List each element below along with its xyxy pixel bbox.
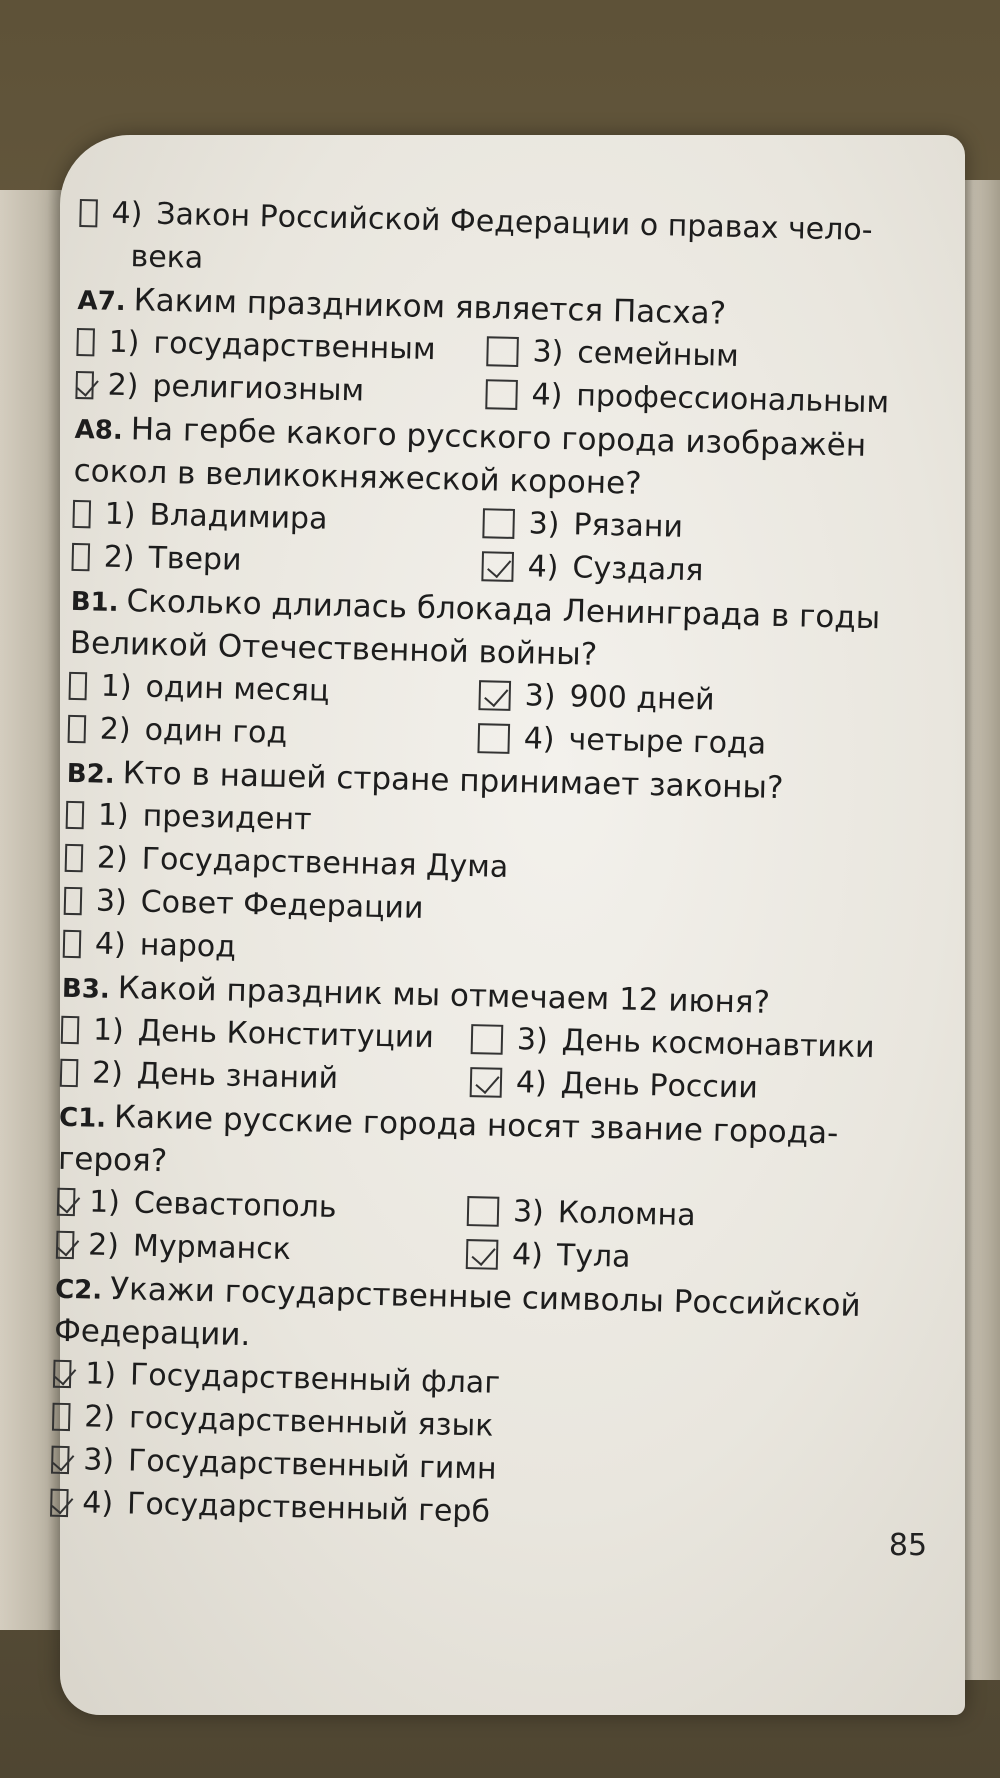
- option-number: 4): [531, 377, 563, 413]
- question-label: Какой праздник мы отмечаем 12 июня?: [117, 970, 771, 1021]
- option-number: 3): [524, 678, 556, 714]
- option-label: четыре года: [568, 722, 767, 762]
- checkbox[interactable]: [61, 1015, 80, 1043]
- option-label: один год: [144, 712, 288, 751]
- checkbox[interactable]: [79, 198, 98, 226]
- answer-option[interactable]: [486, 333, 739, 374]
- question-label: На гербе какого русского города изображён: [130, 411, 867, 464]
- answer-option[interactable]: [477, 720, 766, 762]
- checkbox[interactable]: [68, 714, 87, 742]
- option-number: 4): [527, 549, 559, 585]
- option-label: Государственный флаг: [129, 1357, 501, 1401]
- option-number: 2): [83, 1399, 116, 1436]
- answer-option[interactable]: [466, 1236, 631, 1275]
- checked-checkbox[interactable]: [75, 370, 94, 398]
- question-label: Кто в нашей стране принимает законы?: [122, 755, 784, 807]
- question-number: A7.: [77, 285, 127, 318]
- option-label: Коломна: [557, 1195, 697, 1234]
- question-block: [56, 1098, 920, 1289]
- top-item-continuation: века: [130, 239, 204, 276]
- option-label: Севастополь: [133, 1185, 337, 1226]
- checkbox[interactable]: [71, 542, 90, 570]
- option-number: 1): [97, 797, 130, 834]
- answer-option[interactable]: [478, 677, 715, 717]
- option-label: День Конституции: [137, 1013, 435, 1056]
- question-block: [75, 281, 938, 429]
- option-number: 2): [91, 1055, 124, 1092]
- question-block: [62, 754, 927, 988]
- answer-option[interactable]: [56, 1227, 291, 1267]
- option-label: семейным: [576, 335, 740, 374]
- question-number: C1.: [58, 1102, 107, 1134]
- question-number: C2.: [54, 1274, 103, 1306]
- option-number: 2): [99, 711, 132, 748]
- option-number: 1): [84, 1356, 117, 1393]
- top-item: 4) Закон Российской Федерации о правах чело-: [79, 195, 940, 258]
- answer-option[interactable]: [61, 1012, 435, 1055]
- checked-checkbox[interactable]: [481, 551, 514, 582]
- checkbox[interactable]: [60, 1058, 79, 1086]
- option-label: президент: [142, 798, 312, 838]
- answer-option[interactable]: [60, 1055, 339, 1096]
- checkbox[interactable]: [66, 800, 85, 828]
- answer-option[interactable]: [470, 1064, 759, 1106]
- answer-option[interactable]: [75, 367, 364, 409]
- answer-option[interactable]: [467, 1193, 696, 1233]
- question-label: Укажи государственные символы Российской: [109, 1270, 862, 1324]
- option-number: 3): [532, 334, 564, 371]
- answer-option[interactable]: [66, 797, 312, 838]
- option-number: 3): [95, 883, 128, 920]
- answer-option[interactable]: [76, 324, 436, 367]
- option-label: профессиональным: [575, 378, 890, 421]
- question-continuation: героя?: [57, 1140, 168, 1180]
- question-continuation: Великой Отечественной войны?: [69, 624, 598, 673]
- checkbox[interactable]: [72, 499, 91, 527]
- option-label: государственный язык: [128, 1400, 494, 1444]
- answer-option[interactable]: [482, 505, 683, 545]
- option-label: 900 дней: [569, 679, 716, 718]
- checkbox[interactable]: [64, 886, 83, 914]
- question-list: [50, 281, 938, 1547]
- option-label: государственным: [153, 325, 436, 368]
- checked-checkbox[interactable]: [470, 1067, 503, 1098]
- checkbox[interactable]: [482, 508, 515, 539]
- question-block: [50, 1270, 916, 1547]
- question-number: A8.: [74, 414, 124, 447]
- option-label: религиозным: [152, 368, 365, 409]
- question-block: [71, 410, 935, 601]
- checked-checkbox[interactable]: [478, 680, 511, 711]
- checkbox[interactable]: [69, 671, 88, 699]
- option-label: Государственный герб: [126, 1486, 491, 1530]
- checkbox[interactable]: [471, 1024, 504, 1055]
- option-label: народ: [139, 927, 237, 965]
- option-label: День знаний: [136, 1056, 339, 1097]
- checked-checkbox[interactable]: [51, 1445, 70, 1473]
- question-continuation: Федерации.: [53, 1312, 251, 1354]
- option-number: 2): [87, 1227, 120, 1264]
- option-label: Владимира: [149, 497, 328, 537]
- answer-option[interactable]: [481, 548, 704, 588]
- answer-option[interactable]: [71, 539, 242, 578]
- option-label: Мурманск: [132, 1228, 292, 1268]
- answer-option[interactable]: [67, 711, 287, 751]
- option-number: 2): [96, 840, 129, 877]
- question-label: Каким праздником является Пасха?: [133, 282, 727, 332]
- checked-checkbox[interactable]: [53, 1359, 72, 1387]
- option-number: 3): [82, 1442, 115, 1479]
- answer-option[interactable]: [68, 668, 329, 709]
- page-content: [50, 195, 940, 1547]
- question-number: B3.: [61, 973, 111, 1005]
- option-number: 2): [103, 539, 135, 576]
- question-number: B1.: [70, 586, 119, 618]
- option-number: 3): [512, 1194, 545, 1230]
- option-label: День России: [560, 1066, 759, 1106]
- option-label: Государственный гимн: [127, 1443, 498, 1487]
- option-number: 1): [92, 1012, 125, 1049]
- option-number: 4): [81, 1485, 114, 1522]
- answer-option[interactable]: [72, 496, 327, 537]
- checkbox[interactable]: [76, 327, 95, 355]
- checked-checkbox[interactable]: [56, 1230, 75, 1258]
- checkbox[interactable]: [63, 929, 82, 957]
- question-label: Сколько длилась блокада Ленинграда в годы: [126, 583, 881, 637]
- question-continuation: сокол в великокняжеской короне?: [73, 452, 643, 502]
- option-number: 3): [528, 506, 560, 542]
- option-label: Совет Федерации: [140, 884, 424, 926]
- option-label: Государственная Дума: [141, 841, 509, 885]
- option-number: 4): [515, 1065, 548, 1101]
- question-block: [60, 969, 923, 1117]
- checkbox[interactable]: [485, 379, 518, 410]
- option-label: Тула: [556, 1238, 631, 1275]
- answer-option[interactable]: [63, 926, 237, 965]
- checkbox[interactable]: [467, 1196, 500, 1227]
- option-number: 1): [88, 1184, 121, 1221]
- page-number: 85: [888, 1528, 928, 1563]
- option-number: 3): [516, 1022, 549, 1058]
- answer-option[interactable]: [64, 883, 424, 926]
- option-label: один месяц: [145, 669, 330, 709]
- checkbox[interactable]: [486, 336, 519, 367]
- checked-checkbox[interactable]: [50, 1488, 69, 1516]
- option-number: 1): [100, 668, 133, 705]
- question-label: Какие русские города носят звание города-: [113, 1099, 839, 1152]
- option-number: 1): [104, 496, 136, 533]
- option-number: 2): [107, 367, 139, 404]
- checked-checkbox[interactable]: [57, 1187, 76, 1215]
- checked-checkbox[interactable]: [466, 1239, 499, 1270]
- option-label: Суздаля: [572, 550, 704, 589]
- option-label: Рязани: [573, 507, 684, 545]
- answer-option[interactable]: [57, 1184, 337, 1225]
- option-number: 4): [511, 1237, 544, 1273]
- checkbox[interactable]: [477, 723, 510, 754]
- checkbox[interactable]: [65, 843, 84, 871]
- question-block: [67, 582, 931, 773]
- option-label: Твери: [148, 540, 242, 578]
- option-number: 4): [523, 721, 555, 757]
- checkbox[interactable]: [52, 1402, 71, 1430]
- option-label: День космонавтики: [561, 1023, 876, 1066]
- question-number: B2.: [66, 758, 115, 790]
- top-item-text: Закон Российской Федерации о правах чело-: [155, 196, 873, 248]
- option-number: 4): [94, 926, 127, 963]
- option-number: 1): [108, 324, 140, 361]
